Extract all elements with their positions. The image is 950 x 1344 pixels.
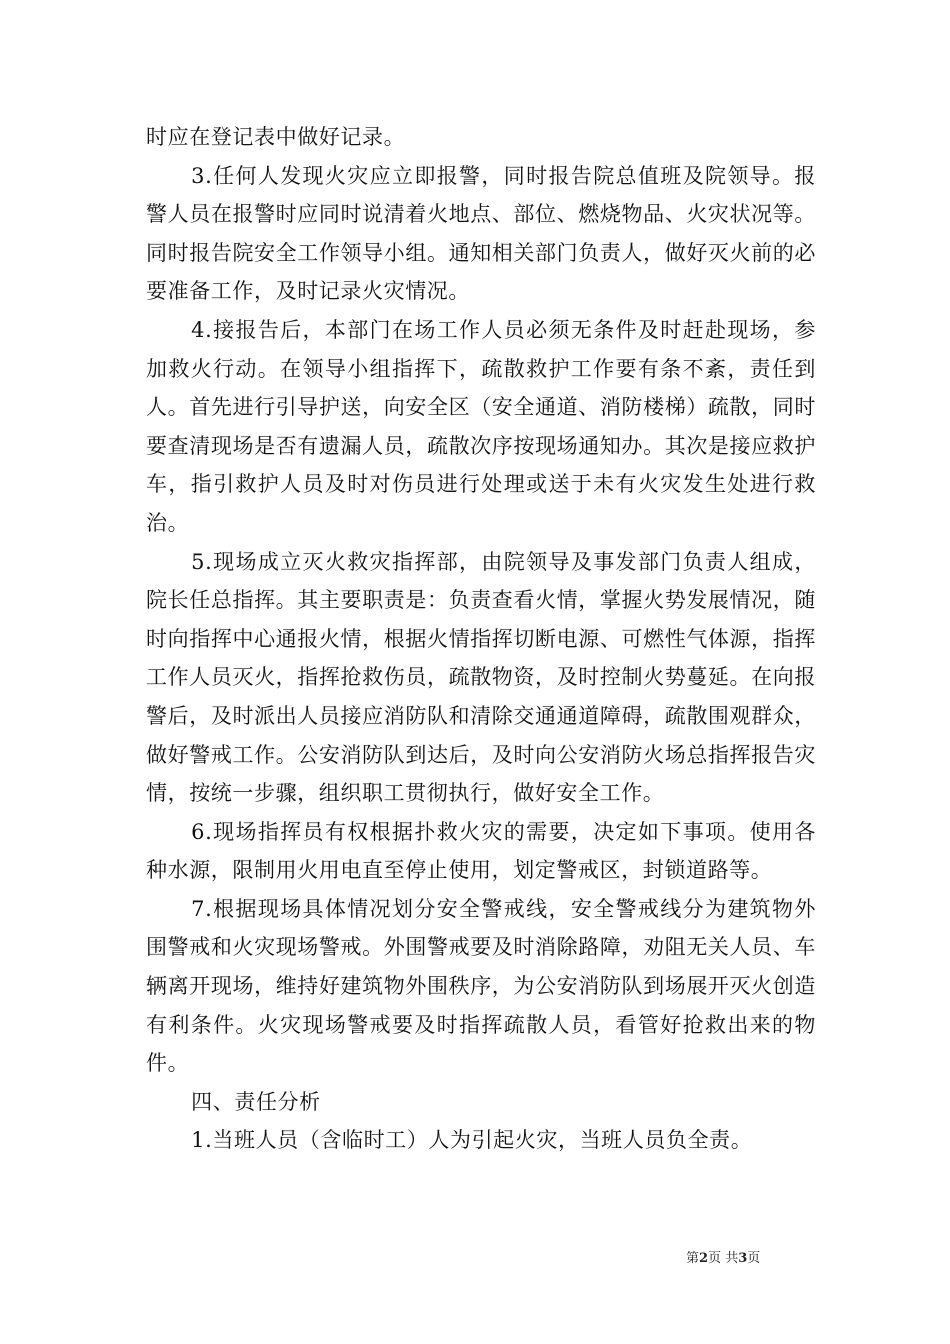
paragraph-item-5: 5.现场成立灭火救灾指挥部，由院领导及事发部门负责人组成，院长任总指挥。其主要职责是：负责查看火情，掌握火势发展情况，随时向指挥中心通报火情，根据火情指挥切断电源、可燃性气体源，指挥工作人员灭火，指挥抢救伤员，疏散物资，及时控制火势蔓延。在向报警后，及时派出人员接应消防队和清除交通通道障碍，疏散围观群众，做好警戒工作。公安消防队到达后，及时向公安消防火场总指挥报告灾情，按统一步骤，组织职工贯彻执行，做好安全工作。 xyxy=(146,549,816,806)
section-heading: 四、责任分析 xyxy=(191,1089,321,1114)
document-body xyxy=(146,118,816,1160)
footer-total-pages: 3 xyxy=(738,1251,748,1266)
paragraph-responsibility-1: 1.当班人员（含临时工）人为引起火灾，当班人员负全责。 xyxy=(191,1128,753,1153)
footer-middle: 页 共 xyxy=(708,1251,739,1266)
paragraph-item-6: 6.现场指挥员有权根据扑救火灾的需要，决定如下事项。使用各种水源，限制用火用电直至停止使用，划定警戒区，封锁道路等。 xyxy=(146,819,816,883)
page-number-footer xyxy=(686,1247,760,1266)
footer-suffix: 页 xyxy=(747,1251,761,1266)
paragraph-item-7: 7.根据现场具体情况划分安全警戒线，安全警戒线分为建筑物外围警戒和火灾现场警戒。外围警戒要及时消除路障，劝阻无关人员、车辆离开现场，维持好建筑物外围秩序，为公安消防队到场展开灭火创造有利条件。火灾现场警戒要及时指挥疏散人员，看管好抢救出来的物件。 xyxy=(146,896,816,1076)
paragraph-continuation: 时应在登记表中做好记录。 xyxy=(146,125,406,149)
footer-prefix: 第 xyxy=(686,1251,700,1266)
footer-current-page: 2 xyxy=(699,1251,709,1266)
paragraph-item-3: 3.任何人发现火灾应立即报警，同时报告院总值班及院领导。报警人员在报警时应同时说清着火地点、部位、燃烧物品、火灾状况等。同时报告院安全工作领导小组。通知相关部门负责人，做好灭火前的必要准备工作，及时记录火灾情况。 xyxy=(146,163,816,304)
paragraph-item-4: 4.接报告后，本部门在场工作人员必须无条件及时赶赴现场，参加救火行动。在领导小组指挥下，疏散救护工作要有条不紊，责任到人。首先进行引导护送，向安全区（安全通道、消防楼梯）疏散，同时要查清现场是否有遗漏人员，疏散次序按现场通知办。其次是接应救护车，指引救护人员及时对伤员进行处理或送于未有火灾发生处进行救治。 xyxy=(146,317,816,535)
